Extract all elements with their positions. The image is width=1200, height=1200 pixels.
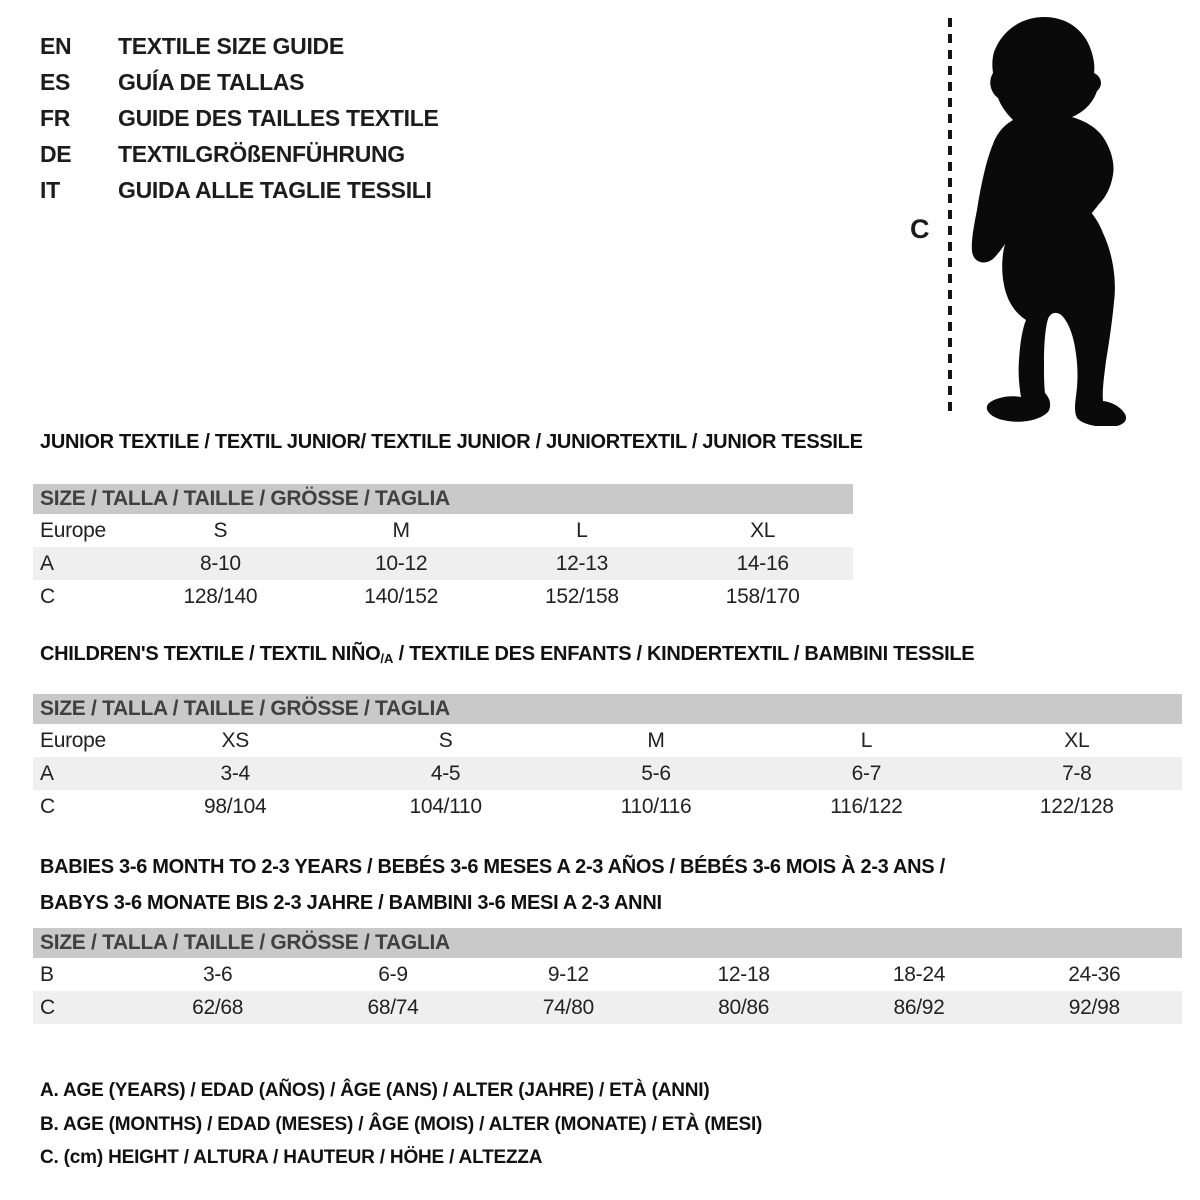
table-cell: 12-18 (717, 963, 770, 986)
language-row (40, 28, 439, 64)
table-cell: 4-5 (430, 762, 461, 785)
table-cell: 140/152 (364, 585, 439, 608)
language-code: IT (40, 177, 60, 203)
table-cell: 24-36 (1068, 963, 1121, 986)
table-cell: 152/158 (544, 585, 619, 608)
table-row (33, 958, 1182, 991)
legend-line: A. AGE (YEARS) / EDAD (AÑOS) / ÂGE (ANS) / ALTER (JAHRE) / ETÀ (ANNI) (40, 1080, 710, 1101)
size-table (33, 484, 853, 613)
table-cell: XL (750, 519, 776, 542)
table-row (33, 514, 853, 547)
table-cell: 14-16 (736, 552, 789, 575)
language-row (40, 64, 439, 100)
section-title-subscript: /A (380, 651, 394, 666)
section-children-textile (33, 643, 1182, 823)
row-label: C (40, 795, 55, 818)
size-table-header: SIZE / TALLA / TAILLE / GRÖSSE / TAGLIA (33, 484, 853, 514)
section-title-text: CHILDREN'S TEXTILE / TEXTIL NIÑO (40, 643, 381, 665)
language-label: TEXTILGRÖßENFÜHRUNG (118, 141, 405, 167)
table-cell: 92/98 (1068, 996, 1120, 1019)
row-label: C (40, 585, 55, 608)
row-label: Europe (40, 519, 106, 542)
language-label: GUÍA DE TALLAS (118, 69, 305, 95)
table-row (33, 580, 853, 613)
size-table-header: SIZE / TALLA / TAILLE / GRÖSSE / TAGLIA (33, 928, 1182, 958)
row-label: Europe (40, 729, 106, 752)
table-row (33, 991, 1182, 1024)
language-row (40, 100, 439, 136)
table-row (33, 757, 1182, 790)
table-cell: 62/68 (192, 996, 244, 1019)
language-code: EN (40, 33, 72, 59)
table-cell: 110/116 (620, 795, 692, 818)
section-title-line: BABYS 3-6 MONATE BIS 2-3 JAHRE / BAMBINI 3-6 MESI A 2-3 ANNI (40, 892, 662, 914)
table-cell: 80/86 (718, 996, 770, 1019)
size-table (33, 694, 1182, 823)
table-cell: 74/80 (542, 996, 594, 1019)
row-label: C (40, 996, 55, 1019)
table-cell: 158/170 (725, 585, 800, 608)
table-cell: S (213, 519, 228, 542)
language-row (40, 172, 439, 208)
table-cell: L (860, 729, 873, 752)
language-code: FR (40, 105, 71, 131)
language-label: GUIDA ALLE TAGLIE TESSILI (118, 177, 432, 203)
language-label: TEXTILE SIZE GUIDE (118, 33, 344, 59)
section-title: JUNIOR TEXTILE / TEXTIL JUNIOR/ TEXTILE JUNIOR / JUNIORTEXTIL / JUNIOR TESSILE (40, 431, 863, 453)
table-cell: L (576, 519, 588, 542)
language-label: GUIDE DES TAILLES TEXTILE (118, 105, 439, 131)
table-cell: 104/110 (409, 795, 482, 818)
table-cell: M (647, 729, 665, 752)
table-cell: 3-6 (202, 963, 233, 986)
language-row (40, 136, 439, 172)
table-cell: 68/74 (367, 996, 419, 1019)
table-cell: 12-13 (555, 552, 608, 575)
size-table-header: SIZE / TALLA / TAILLE / GRÖSSE / TAGLIA (33, 694, 1182, 724)
table-cell: 128/140 (183, 585, 258, 608)
table-cell: 86/92 (893, 996, 945, 1019)
row-label: A (40, 762, 54, 785)
legend (40, 1074, 762, 1175)
table-row (33, 724, 1182, 757)
table-cell: XL (1064, 729, 1090, 752)
height-dashed-line (948, 18, 952, 416)
section-title (40, 643, 1182, 667)
row-label: A (40, 552, 54, 575)
section-junior-textile (33, 431, 863, 613)
toddler-silhouette-icon (960, 14, 1140, 426)
row-label: B (40, 963, 54, 986)
table-row (33, 547, 853, 580)
table-cell: 3-4 (220, 762, 250, 785)
table-cell: 98/104 (203, 795, 267, 818)
language-code: ES (40, 69, 71, 95)
section-title-line: BABIES 3-6 MONTH TO 2-3 YEARS / BEBÉS 3-6 MESES A 2-3 AÑOS / BÉBÉS 3-6 MOIS À 2-3 ANS / (40, 856, 945, 878)
section-babies-textile (33, 849, 1182, 1024)
legend-line: B. AGE (MONTHS) / EDAD (MESES) / ÂGE (MOIS) / ALTER (MONATE) / ETÀ (MESI) (40, 1113, 763, 1135)
table-cell: 5-6 (641, 762, 671, 785)
table-cell: 10-12 (375, 552, 428, 575)
language-code: DE (40, 141, 72, 167)
language-list (40, 28, 439, 208)
table-cell: 116/122 (830, 795, 903, 818)
table-cell: M (392, 519, 410, 542)
table-cell: S (438, 729, 453, 752)
size-table (33, 928, 1182, 1024)
table-cell: 122/128 (1039, 795, 1114, 818)
table-cell: 7-8 (1062, 762, 1092, 785)
table-cell: 6-9 (378, 963, 408, 986)
section-title-text: / TEXTILE DES ENFANTS / KINDERTEXTIL / BAMBINI TESSILE (393, 643, 975, 665)
table-cell: 18-24 (892, 963, 946, 986)
legend-line: C. (cm) HEIGHT / ALTURA / HAUTEUR / HÖHE / ALTEZZA (40, 1147, 543, 1168)
table-cell: 8-10 (199, 552, 241, 575)
measure-label-c: C (910, 214, 930, 244)
section-title (40, 849, 1182, 921)
table-row (33, 790, 1182, 823)
table-cell: 9-12 (547, 963, 589, 986)
table-cell: XS (221, 729, 249, 752)
table-cell: 6-7 (851, 762, 882, 785)
